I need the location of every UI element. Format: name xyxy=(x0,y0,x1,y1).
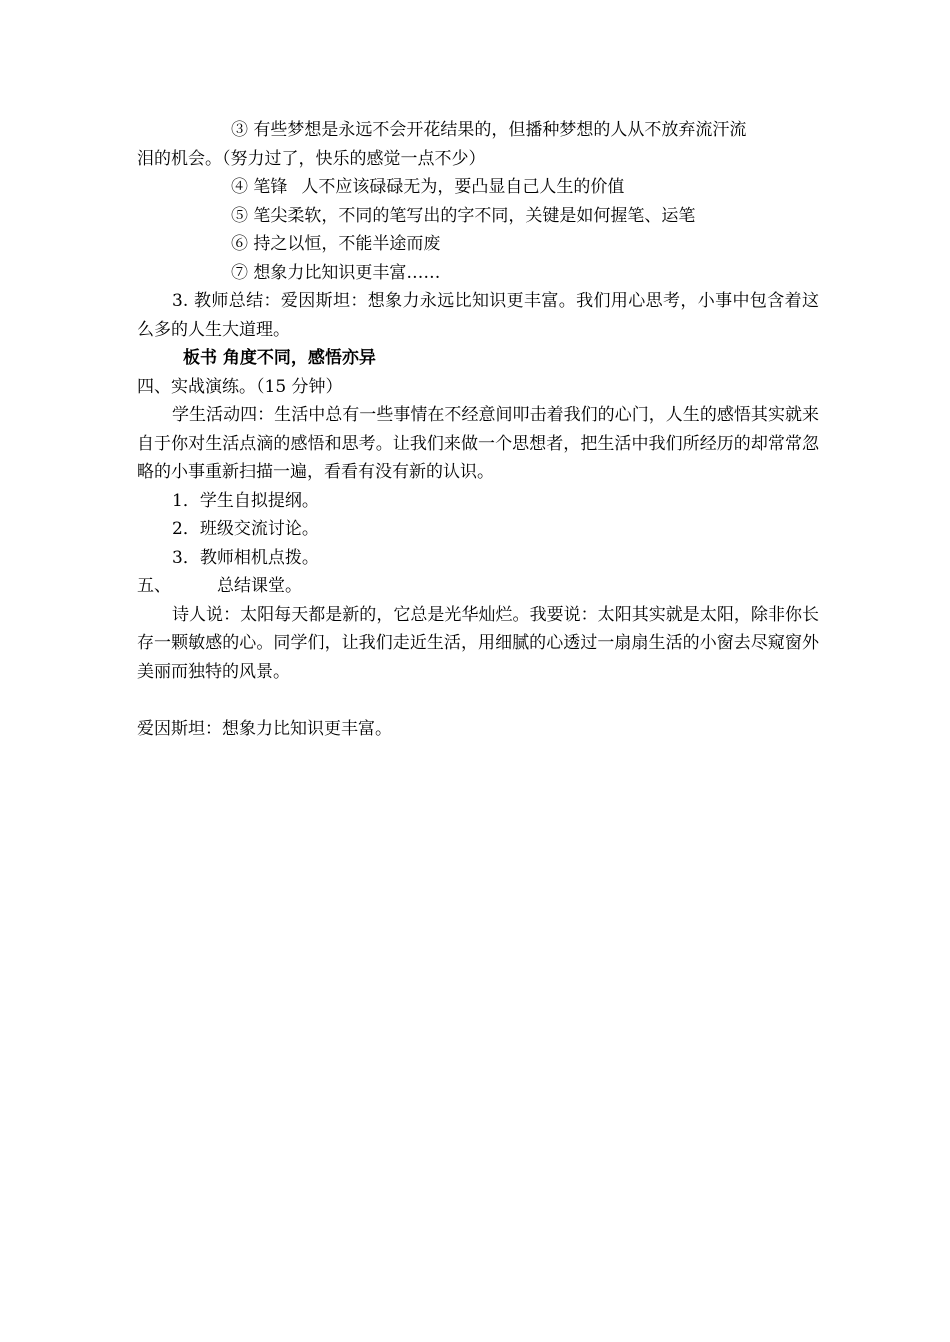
blank-line xyxy=(137,686,819,715)
document-body xyxy=(137,116,819,743)
list-item-3-line2: 泪的机会。（努力过了，快乐的感觉一点不少） xyxy=(137,148,486,169)
step-3: 3．教师相机点拨。 xyxy=(172,547,319,568)
section-5-label: 五、 xyxy=(137,576,171,596)
list-item-5: ⑤ 笔尖柔软，不同的笔写出的字不同，关键是如何握笔、运笔 xyxy=(231,205,696,226)
teacher-summary: 3. 教师总结：爱因斯坦：想象力永远比知识更丰富。我们用心思考，小事中包含着这么多的人生大道理。 xyxy=(137,291,819,340)
closing-paragraph: 诗人说：太阳每天都是新的，它总是光华灿烂。我要说：太阳其实就是太阳，除非你长存一颗敏感的心。同学们，让我们走近生活，用细腻的心透过一扇扇生活的小窗去尽窥窗外美丽而独特的风景。 xyxy=(137,604,819,682)
board-quote: 爱因斯坦：想象力比知识更丰富。 xyxy=(137,718,392,739)
section-5-title xyxy=(137,572,819,601)
list-item-7: ⑦ 想象力比知识更丰富…… xyxy=(231,262,441,283)
activity-4-paragraph: 学生活动四：生活中总有一些事情在不经意间叩击着我们的心门，人生的感悟其实就来自于你对生活点滴的感悟和思考。让我们来做一个思想者，把生活中我们所经历的却常常忽略的小事重新扫描一遍，看看有没有新的认识。 xyxy=(137,405,819,482)
list-item-3-line1: ③ 有些梦想是永远不会开花结果的，但播种梦想的人从不放弃流汗流 xyxy=(231,120,747,140)
step-2: 2．班级交流讨论。 xyxy=(172,519,319,539)
section-4-title: 四、实战演练。（15 分钟） xyxy=(137,376,343,397)
step-1: 1．学生自拟提纲。 xyxy=(172,490,319,511)
list-item-4-text: 人不应该碌碌无为，要凸显自己人生的价值 xyxy=(301,177,625,197)
section-5-text: 总结课堂。 xyxy=(217,576,302,596)
board-heading: 板书 角度不同，感悟亦异 xyxy=(183,348,376,368)
list-item-6: ⑥ 持之以恒，不能半途而废 xyxy=(231,234,441,254)
list-item-4-term: ④ 笔锋 xyxy=(231,177,288,197)
list-item-4 xyxy=(137,173,819,202)
